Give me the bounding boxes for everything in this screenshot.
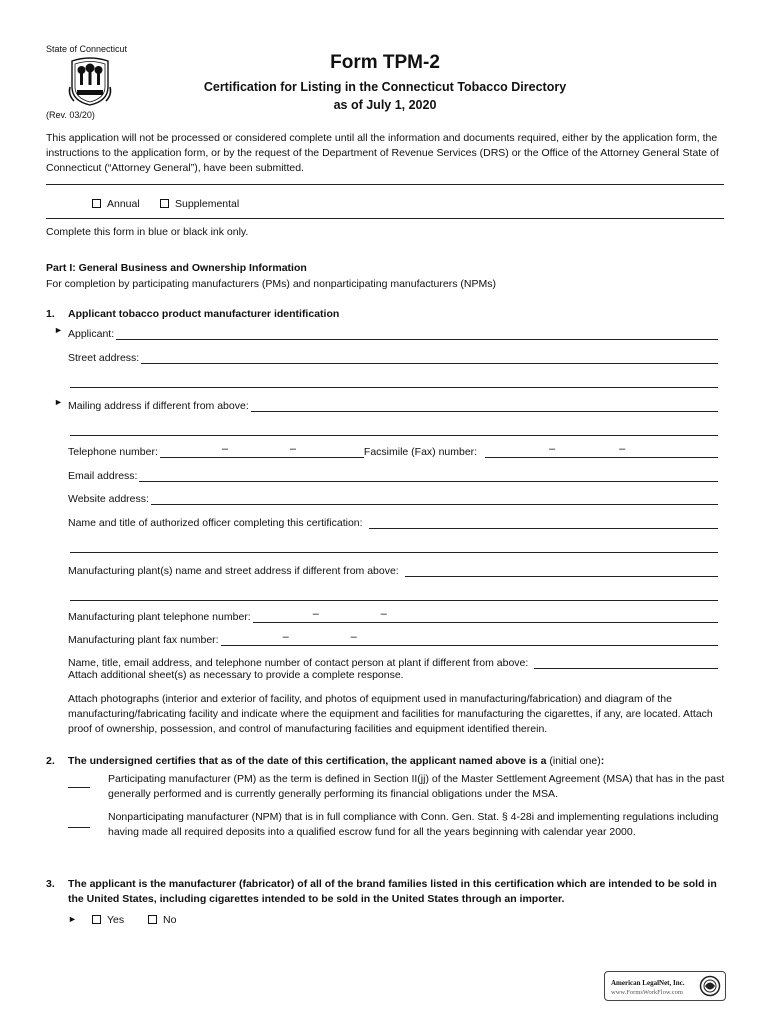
no-option[interactable] bbox=[148, 913, 176, 928]
website-input[interactable] bbox=[151, 494, 718, 505]
plant-address-field[interactable] bbox=[68, 563, 718, 577]
q1-title: Applicant tobacco product manufacturer identification bbox=[68, 308, 340, 320]
fax-label: Facsimile (Fax) number: bbox=[363, 446, 478, 458]
officer-field[interactable] bbox=[68, 515, 718, 529]
applicant-input[interactable] bbox=[116, 329, 718, 340]
footer-url[interactable]: www.FormsWorkFlow.com bbox=[611, 989, 683, 996]
fax-input[interactable]: – – bbox=[485, 447, 718, 458]
footer-brand: American LegalNet, Inc. bbox=[611, 979, 685, 987]
applicant-label: Applicant: bbox=[68, 328, 115, 340]
form-subtitle-line1: Certification for Listing in the Connecticut Tobacco Directory bbox=[203, 80, 567, 94]
email-field[interactable] bbox=[68, 468, 718, 482]
npm-initial-blank[interactable] bbox=[68, 815, 90, 833]
plant-telephone-input[interactable]: – – bbox=[253, 612, 718, 623]
website-label: Website address: bbox=[68, 493, 149, 505]
plant-telephone-field[interactable] bbox=[68, 609, 718, 623]
plant-address-input[interactable] bbox=[405, 566, 718, 577]
form-subtitle-line2: as of July 1, 2020 bbox=[333, 98, 437, 112]
footer-badge bbox=[604, 971, 726, 1001]
email-input[interactable] bbox=[139, 471, 718, 482]
street-address-field[interactable] bbox=[68, 350, 718, 364]
npm-description: Nonparticipating manufacturer (NPM) that is in full compliance with Conn. Gen. Stat. § 4-28i and implementing regulations including having made all required deposits into a qualified escrow fund for all the years beginning with calendar year 2000. bbox=[108, 811, 719, 838]
q3-number: 3. bbox=[46, 878, 55, 890]
revision-label: (Rev. 03/20) bbox=[46, 110, 95, 120]
yes-option[interactable] bbox=[92, 913, 124, 928]
telephone-label: Telephone number: bbox=[68, 446, 158, 458]
mailing-address-input-2[interactable] bbox=[70, 425, 718, 436]
q1-number: 1. bbox=[46, 308, 55, 320]
no-label: No bbox=[163, 914, 177, 926]
state-label: State of Connecticut bbox=[46, 44, 128, 54]
attach-sheets-note: Attach additional sheet(s) as necessary to provide a complete response. bbox=[68, 669, 404, 681]
pointer-arrow-icon: ► bbox=[54, 397, 63, 407]
no-checkbox[interactable] bbox=[148, 915, 157, 924]
email-label: Email address: bbox=[68, 470, 138, 482]
plant-address-input-2[interactable] bbox=[70, 590, 718, 601]
q2-number: 2. bbox=[46, 755, 55, 767]
street-address-line2[interactable] bbox=[68, 374, 718, 388]
pointer-arrow-icon: ► bbox=[68, 914, 77, 924]
plant-fax-input[interactable]: – – bbox=[221, 635, 718, 646]
contact-person-field[interactable] bbox=[68, 655, 718, 669]
q2-title bbox=[68, 754, 738, 769]
telephone-input[interactable]: – – bbox=[160, 447, 364, 458]
q3-text: The applicant is the manufacturer (fabricator) of all of the brand families listed in this certification which are intended to be sold in the United States, including cigarettes intended to be sold in the United States through an importer. bbox=[68, 878, 717, 905]
divider bbox=[46, 184, 724, 185]
officer-input-2[interactable] bbox=[70, 542, 718, 553]
plant-fax-field[interactable] bbox=[68, 632, 718, 646]
street-address-label: Street address: bbox=[68, 352, 140, 364]
plant-address-label: Manufacturing plant(s) name and street address if different from above: bbox=[68, 565, 399, 577]
supplemental-option[interactable] bbox=[160, 197, 239, 212]
yes-checkbox[interactable] bbox=[92, 915, 101, 924]
website-field[interactable] bbox=[68, 491, 718, 505]
phone-fax-row bbox=[68, 444, 718, 458]
part1-subtitle: For completion by participating manufacturers (PMs) and nonparticipating manufacturers (NPMs) bbox=[46, 278, 496, 290]
pm-description: Participating manufacturer (PM) as the term is defined in Section II(jj) of the Master Settlement Agreement (MSA) that has in the past generally performed and is currently generally performing its financial obligations under the MSA. bbox=[108, 773, 725, 800]
q2-title-initial: (initial one) bbox=[549, 755, 601, 767]
street-address-input[interactable] bbox=[141, 353, 718, 364]
ink-note: Complete this form in blue or black ink only. bbox=[46, 226, 249, 238]
mailing-address-line2[interactable] bbox=[68, 422, 718, 436]
mailing-address-input[interactable] bbox=[251, 401, 718, 412]
pointer-arrow-icon: ► bbox=[54, 325, 63, 335]
supplemental-checkbox[interactable] bbox=[160, 199, 169, 208]
officer-line2[interactable] bbox=[68, 539, 718, 553]
annual-label: Annual bbox=[107, 198, 140, 210]
plant-fax-label: Manufacturing plant fax number: bbox=[68, 634, 219, 646]
form-title: Form TPM-2 bbox=[330, 52, 440, 73]
plant-telephone-label: Manufacturing plant telephone number: bbox=[68, 611, 251, 623]
officer-label: Name and title of authorized officer completing this certification: bbox=[68, 517, 363, 529]
q2-title-colon: : bbox=[600, 755, 605, 767]
part1-title: Part I: General Business and Ownership Information bbox=[46, 262, 307, 274]
annual-option[interactable] bbox=[92, 197, 140, 212]
yes-label: Yes bbox=[107, 914, 125, 926]
mailing-address-field[interactable] bbox=[68, 398, 718, 412]
supplemental-label: Supplemental bbox=[175, 198, 240, 210]
annual-checkbox[interactable] bbox=[92, 199, 101, 208]
contact-person-input[interactable] bbox=[534, 658, 718, 669]
contact-person-label: Name, title, email address, and telephone number of contact person at plant if different from above: bbox=[68, 657, 529, 669]
divider bbox=[46, 218, 724, 219]
plant-address-line2[interactable] bbox=[68, 587, 718, 601]
street-address-input-2[interactable] bbox=[70, 377, 718, 388]
mailing-address-label: Mailing address if different from above: bbox=[68, 400, 249, 412]
applicant-field[interactable] bbox=[68, 326, 718, 340]
pm-initial-blank[interactable] bbox=[68, 775, 90, 793]
legalnet-logo-icon bbox=[699, 975, 721, 997]
q2-title-bold: The undersigned certifies that as of the date of this certification, the applicant named above is a bbox=[68, 755, 547, 767]
intro-paragraph: This application will not be processed or considered complete until all the information and documents required, either by the application form, the instructions to the application form, or by the request of the Department of Revenue Services (DRS) or the Office of the Attorney General State of Connecticut (“Attorney General”), have been submitted. bbox=[46, 132, 719, 174]
attach-photos-note: Attach photographs (interior and exterior of facility, and photos of equipment used in manufacturing/fabrication) and diagram of the manufacturing/fabricating facility and indicate where the equipment and facilities for manufacturing the cigarettes, if any, are located. Attach proof of ownership, possession, and control of manufacturing facilities and equipment identified therein. bbox=[68, 693, 713, 735]
officer-input[interactable] bbox=[369, 518, 718, 529]
